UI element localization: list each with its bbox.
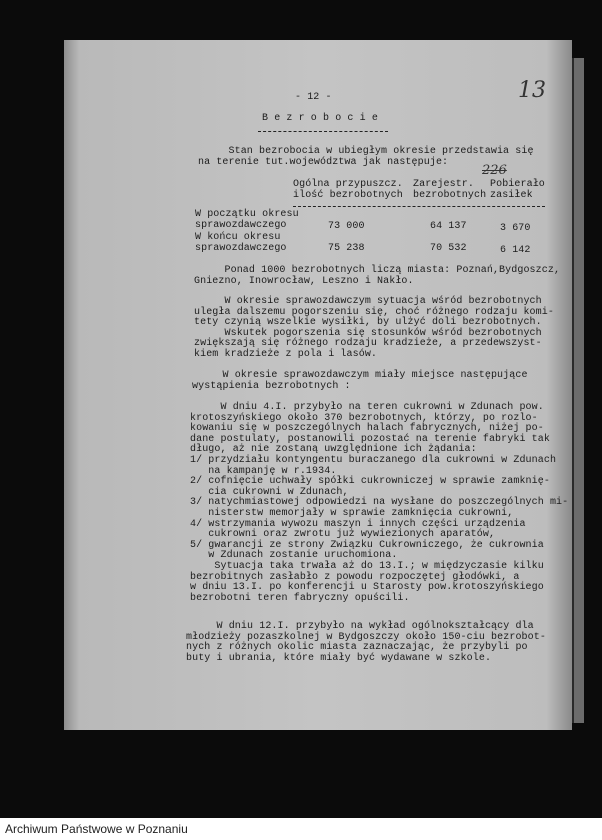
document-title: B e z r o b o c i e bbox=[262, 113, 378, 124]
paragraph-situation: W okresie sprawozdawczym sytuacja wśród bezrobotnych uległa dalszemu pogorszeniu się, choć różnego rodzaju komi- tety czynią wszelkie wysiłki, by ulżyć doli bezrobotnych. Wskutek pogorszenia się stosunków wśród bezrobotnych zwiększają się różnego rodzaju kradzieże, a przedewszyst- kiem kradzieże z pola i lasów. bbox=[194, 296, 554, 360]
paragraph-zduny: W dniu 4.I. przybyło na teren cukrowni w Zdunach pow. krotoszyńskiego około 370 bezrobotnych, którzy, po rozlo- kowaniu się w poszczególnych halach fabrycznych, niżej po- dane postulaty, postanowili pozostać na terenie fabryki tak długo, aż nie zostaną uwzględnione ich żądania: 1/ przydziału kontyngentu buraczanego dla cukrowni w Zdunach na kampanję w r.1934. 2/ cofnięcie uchwały spółki cukrowniczej w sprawie zamknię- cia cukrowni w Zdunach, 3/ natychmiastowej odpowiedzi na wysłane do poszczególnych mi- nisterstw memorjały w sprawie zamknięcia cukrowni, 4/ wstrzymania wywozu maszyn i innych części urządzenia cukrowni oraz zwrotu już wywiezionych aparatów, 5/ gwarancji ze strony Związku Cukrowniczego, że cukrownia w Zdunach zostanie uruchomiona. Sytuacja taka trwała aż do 13.I.; w międzyczasie kilku bezrobitnych zasłabło z powodu rozpoczętej głodówki, a w dniu 13.I. po konferencji u Starosty pow.krotoszyńskiego bezrobotni teren fabryczny opuścili. bbox=[190, 402, 569, 604]
table-row-label: W końcu okresu sprawozdawczego bbox=[195, 232, 287, 254]
table-header-registered: Zarejestr. bezrobotnych bbox=[413, 179, 487, 201]
archive-footer bbox=[0, 818, 602, 840]
table-row-label: W początku okresu sprawozdawczego bbox=[195, 209, 299, 231]
archive-name: Archiwum Państwowe w Poznaniu bbox=[5, 822, 188, 836]
paragraph-incidents-intro: W okresie sprawozdawczym miały miejsce następujące wystąpienia bezrobotnych : bbox=[192, 370, 528, 392]
table-cell: 6 142 bbox=[500, 245, 531, 256]
table-cell: 73 000 bbox=[328, 221, 365, 232]
intro-paragraph: Stan bezrobocia w ubiegłym okresie przedstawia się na terenie tut.województwa jak następuje: bbox=[198, 146, 534, 168]
page-number: - 12 - bbox=[295, 92, 332, 103]
table-header-rule bbox=[293, 206, 545, 207]
table-cell: 3 670 bbox=[500, 223, 531, 234]
table-cell: 64 137 bbox=[430, 221, 467, 232]
table-cell: 70 532 bbox=[430, 243, 467, 254]
struck-number: 226 bbox=[482, 163, 507, 178]
table-header-total: Ogólna przypuszcz. ilość bezrobotnych bbox=[293, 179, 403, 201]
archive-page-number: 13 bbox=[518, 78, 546, 103]
table-header-benefit: Pobierało zasiłek bbox=[490, 179, 545, 201]
table-cell: 75 238 bbox=[328, 243, 365, 254]
paragraph-cities: Ponad 1000 bezrobotnych liczą miasta: Poznań,Bydgoszcz, Gniezno, Inowrocław, Leszno i Nakło. bbox=[194, 265, 561, 287]
paragraph-bydgoszcz: W dniu 12.I. przybyło na wykład ogólnokształcący dla młodzieży pozaszkolnej w Bydgoszczy około 150-ciu bezrobot- nych z różnych okolic miasta zaznaczając, że przybyli po buty i ubrania, które miały być wydawane w szkole. bbox=[186, 621, 546, 664]
title-underline bbox=[258, 131, 388, 132]
page-edge bbox=[572, 58, 584, 723]
